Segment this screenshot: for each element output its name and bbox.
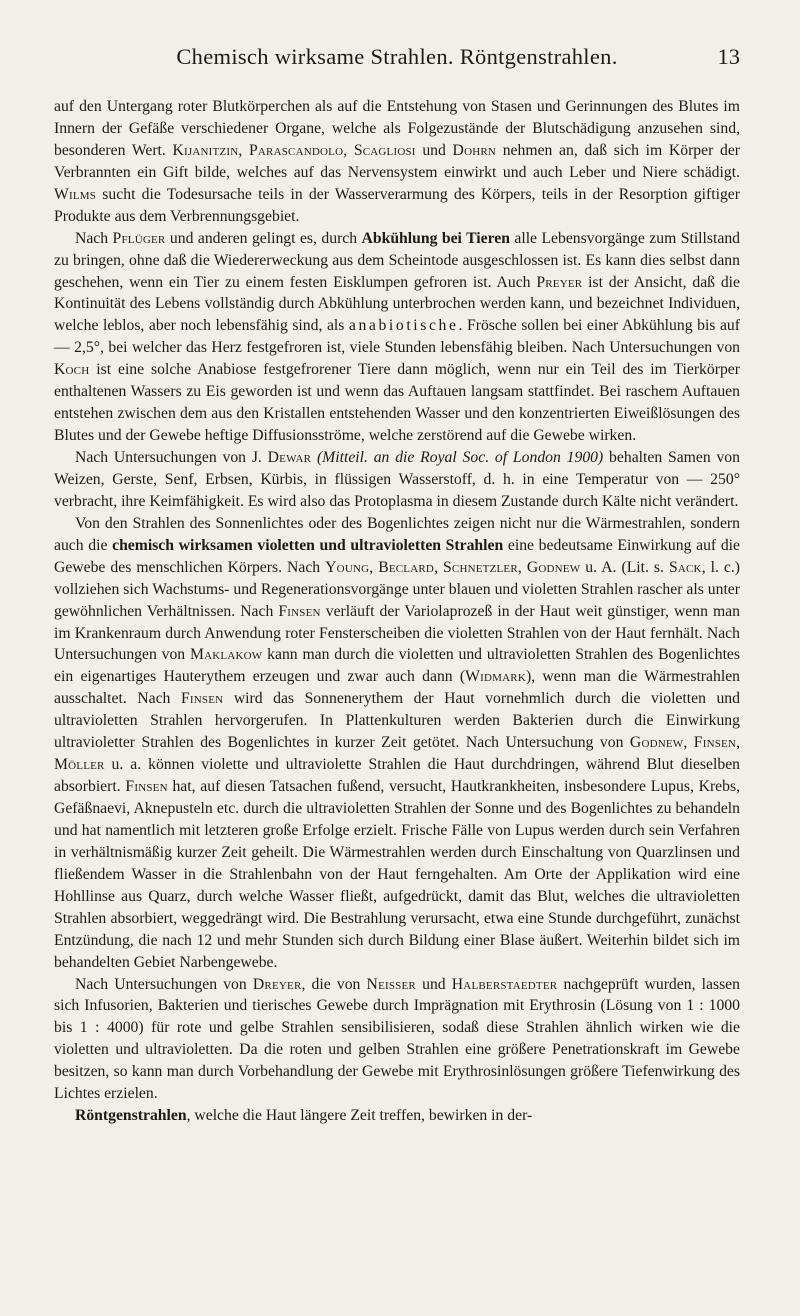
author-name: Dohrn xyxy=(452,141,497,159)
author-name: Widmark xyxy=(465,668,526,686)
text-run: , welche die Haut längere Zeit treffen, bewirken in der- xyxy=(186,1107,533,1125)
author-name: Pflüger xyxy=(112,229,166,247)
text-run: und xyxy=(415,141,453,159)
text-run: , xyxy=(238,141,249,159)
author-name: Godnew xyxy=(526,558,581,576)
author-name: Parascandolo xyxy=(248,141,344,159)
paragraph xyxy=(54,513,740,974)
running-head xyxy=(54,44,740,84)
author-name: Finsen xyxy=(180,690,224,708)
paragraph xyxy=(54,228,740,447)
paragraph xyxy=(54,447,740,513)
text-run: ), wenn man die Wärmestrahlen ausschaltet. Nach xyxy=(54,668,740,708)
author-name: Maklakow xyxy=(189,646,263,664)
book-page xyxy=(0,44,800,1316)
spaced-term: anabiotische xyxy=(348,317,459,335)
text-run: u. A. (Lit. s. xyxy=(580,558,669,576)
citation: (Mitteil. an die Royal Soc. of London 1900) xyxy=(316,449,604,466)
text-run: . Frösche sollen bei einer Abkühlung bis auf — 2,5°, bei welcher das Herz festgefroren ist, viele Stunden lebensfähig bleiben. Nach Untersuchungen von xyxy=(54,317,740,357)
text-run: ist der Ansicht, daß die Kontinuität des Lebens vollständig durch Abkühlung unterbrochen werden kann, und bezeichnet Individuen, welche leblos, aber noch lebensfähig sind, als xyxy=(54,273,740,335)
text-run: , xyxy=(517,558,527,576)
paragraph xyxy=(54,974,740,1106)
author-name: Neisser xyxy=(366,975,416,993)
author-name: Wilms xyxy=(54,185,97,203)
text-run: kann man durch die violetten und ultravioletten Strahlen des Bogenlichtes ein eigenartiges Hauterythem erzeugen und zwar auch dann ( xyxy=(54,646,741,686)
author-name: Kijanitzin xyxy=(172,141,239,159)
author-name: Dreyer xyxy=(252,975,302,993)
author-name: Koch xyxy=(54,361,90,379)
paragraph xyxy=(54,96,740,228)
text-run: u. a. können violette und ultraviolette Strahlen die Haut durchdringen, während Blut dieselben absorbiert. xyxy=(54,756,740,796)
author-name: Beclard xyxy=(378,558,435,576)
text-run: , xyxy=(434,558,443,576)
author-name: Finsen xyxy=(278,602,321,620)
paragraph xyxy=(54,1105,740,1127)
body-text xyxy=(54,96,740,1127)
author-name: Finsen xyxy=(693,734,737,752)
page-number: 13 xyxy=(717,44,740,69)
text-run: , xyxy=(683,734,694,752)
author-name: Young xyxy=(325,558,370,576)
text-run: nehmen an, daß sich im Körper der Verbrannten ein Gift bilde, welches auf das Nervensystem einwirkt und auch Leber und Niere schädigt. xyxy=(54,141,741,181)
text-run: alle Lebensvorgänge zum Stillstand zu bringen, ohne daß die Wiedererweckung aus dem Scheintode ausgeschlossen ist. Es kann dies selbst dann geschehen, wenn ein Tier zu einem festen Eisklumpen gefroren ist. Auch xyxy=(54,229,741,291)
text-run: eine bedeutsame Einwirkung auf die Gewebe des menschlichen Körpers. Nach xyxy=(54,536,740,576)
text-run: und xyxy=(415,975,452,993)
text-run: und anderen gelingt es, durch xyxy=(165,229,362,247)
text-run: verläuft der Variolaprozeß in der Haut weit günstiger, wenn man im Krankenraum durch Anwendung roter Fensterscheiben die violetten Strahlen von der Haut fernhält. Nach Untersuchungen von xyxy=(54,602,740,664)
text-run: Nach Untersuchungen von J. xyxy=(75,449,268,466)
author-name: Schnetzler xyxy=(443,558,518,576)
author-name: Halberstaedter xyxy=(451,975,558,993)
running-title: Chemisch wirksame Strahlen. Röntgenstrahlen. xyxy=(176,44,618,69)
text-run: ist eine solche Anabiose festgefrorener Tiere dann möglich, wenn nur ein Teil des im Tierkörper enthaltenen Wassers zu Eis geworden ist und wenn das Auftauen langsam stattfindet. Bei raschem Auftauen entstehen zwischen dem aus den Kristallen entstehenden Wasser und den konzentrierten Eiweißlösungen des Blutes und der Gewebe heftige Diffusionsströme, welche zerstörend auf die Gewebe wirken. xyxy=(54,361,740,445)
author-name: Godnew xyxy=(629,734,684,752)
author-name: Sack xyxy=(668,558,702,576)
text-run: , die von xyxy=(301,975,367,993)
author-name: Scagliosi xyxy=(353,141,416,159)
bold-term: Röntgenstrahlen xyxy=(75,1107,187,1125)
text-run: , xyxy=(343,141,354,159)
text-run: , xyxy=(369,558,379,576)
text-run: wird das Sonnenerythem der Haut vornehmlich durch die violetten und ultravioletten Strahlen hervorgerufen. In Plattenkulturen werden Bakterien durch die Einwirkung ultravioletter Strahlen des Bogenlichtes in kurzer Zeit getötet. Nach Untersuchung von xyxy=(54,690,740,752)
author-name: Preyer xyxy=(536,273,583,291)
bold-term: chemisch wirksamen violetten und ultravioletten Strahlen xyxy=(112,536,504,554)
text-run: hat, auf diesen Tatsachen fußend, versucht, Hautkrankheiten, insbesondere Lupus, Krebs, Gefäßnaevi, Aknepusteln etc. durch die ultravioletten Strahlen der Sonne und des Bogenlichtes zu behandeln und hat namentlich mit letzteren große Erfolge erzielt. Frische Fälle von Lupus werden durch sein Verfahren in verhältnismäßig kurzer Zeit geheilt. Die Wärmestrahlen werden durch Einschaltung von Quarzlinsen und fließendem Wasser in die Strahlenbahn von der Haut ferngehalten. Am Orte der Applikation wird eine Hohllinse aus Quarz, durch welche Wasser fließt, aufgedrückt, damit das Blut, welches die ultravioletten Strahlen absorbiert, weggedrängt wird. Die Bestrahlung verursacht, etwa eine Stunde durchgeführt, zunächst Entzündung, die nach 12 und mehr Stunden sich durch Bildung einer Blase äußert. Weiterhin bildet sich im behandelten Gebiet Narbengewebe. xyxy=(54,778,741,971)
text-run: nachgeprüft wurden, lassen sich Infusorien, Bakterien und tierisches Gewebe durch Imprägnation mit Erythrosin (Lösung von 1 : 1000 bis 1 : 4000) für rote und gelbe Strahlen sensibilisieren, sodaß diese Strahlen ähnlich wirken wie die violetten und ultravioletten. Da die roten und gelben Strahlen eine größere Penetrationskraft im Gewebe besitzen, so kann man durch Vorbehandlung der Gewebe mit Erythrosinlösungen größere Tiefenwirkung des Lichtes erzielen. xyxy=(54,975,740,1103)
text-run: Nach Untersuchungen von xyxy=(75,975,253,993)
author-name: Finsen xyxy=(125,778,168,796)
text-run: auf den Untergang roter Blutkörperchen als auf die Entstehung von Stasen und Gerinnungen des Blutes im Innern der Gefäße verschiedener Organe, welche als Folgezustände der Blutschädigung anzusehen sind, besonderen Wert. xyxy=(54,98,740,159)
text-run: , l. c.) vollziehen sich Wachstums- und Regenerationsvorgänge unter blauen und violetten Strahlen rascher als unter gewöhnlichen Verhältnissen. Nach xyxy=(54,558,741,620)
text-run: behalten Samen von Weizen, Gerste, Senf, Erbsen, Kürbis, in flüssigen Wasserstoff, d. h. in eine Temperatur von — 250° verbracht, ihre Keimfähigkeit. Es wird also das Protoplasma in diesem Zustande durch Kälte nicht verändert. xyxy=(54,449,740,510)
text-run: sucht die Todesursache teils in der Wasserverarmung des Körpers, teils in der Resorption giftiger Produkte aus dem Verbrennungsgebiet. xyxy=(54,185,740,225)
text-run: Nach xyxy=(75,229,113,247)
author-name: Möller xyxy=(54,756,105,774)
text-run: Von den Strahlen des Sonnenlichtes oder des Bogenlichtes zeigen nicht nur die Wärmestrahlen, sondern auch die xyxy=(54,514,740,554)
text-run: , xyxy=(736,734,741,752)
bold-term: Abkühlung bei Tieren xyxy=(361,229,510,247)
author-name: Dewar xyxy=(267,449,312,466)
